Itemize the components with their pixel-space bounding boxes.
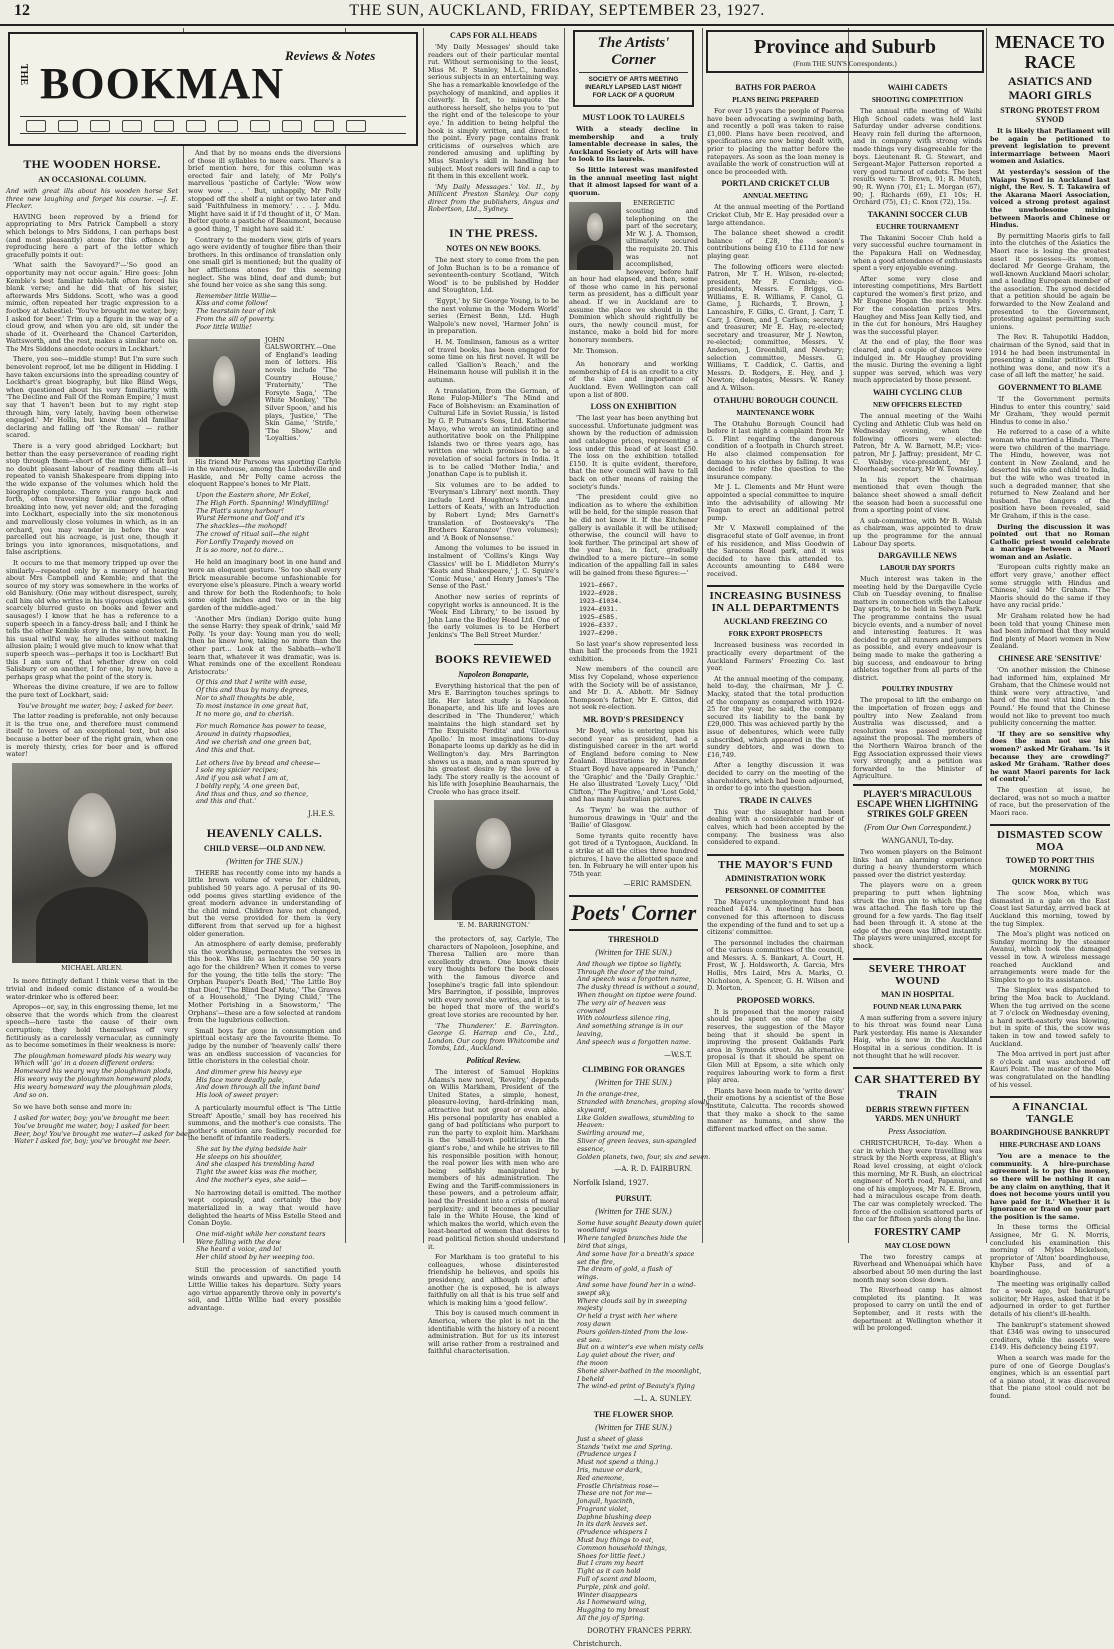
article-paragraph: For over 15 years the people of Paeroa have been advocating a swimming bath, and recently a poll was taken to raise £1,000. Plans have been received, and specifications are now being dealt with, prior to placing the matter before the ratepayers. As soon as the loan money is available the work of construction will at once be proceeded with. — [707, 107, 844, 176]
lead-paragraph: With a steady decline in membership and a truly lamentable decrease in sales, the Auckland Society of Arts will have to look to its laurels. — [569, 125, 698, 164]
galsworthy-caption: JOHN GALSWORTHY.—One of England's leading men of letters. His novels include 'The Country House,' 'Fraternity,' 'The Forsyte Saga,' 'The White Monkey,' 'The Silver Spoon,' and his plays, 'Justice,' 'The Skin Game,' 'Strife,' 'The Show,' and 'Loyalties.' — [265, 335, 337, 443]
paeroa-title: BATHS FOR PAEROA — [735, 83, 816, 92]
presidency-title: MR. BOYD'S PRESIDENCY — [582, 715, 685, 724]
article-paragraph: The scow Moa, which was dismasted in a gale on the East Coast last Saturday, arrived back at Auckland this morning, towed by the tug Simplex. — [990, 889, 1110, 928]
lead-paragraph: At yesterday's session of the Waiapu Synod in Auckland last night, the Rev. S. T. Takawira of the Akarana Maori Association, voiced a strong protest against the unwholesome mixing between Maoris and Chinese or Hindus. — [990, 167, 1110, 230]
place: Christchurch. — [573, 1640, 622, 1649]
forestry-title: FORESTRY CAMP — [874, 1226, 961, 1238]
takanini-subtitle: EUCHRE TOURNAMENT — [876, 222, 959, 231]
thomson-photo — [569, 202, 621, 270]
in-the-press-subtitle: NOTES ON NEW BOOKS. — [446, 244, 541, 254]
article-paragraph: H. M. Tomlinson, famous as a writer of travel books, has been engaged for some time on his first novel. It will be called 'Gallion's Reach,' and the Heinemann house will publish it in the autumn. — [428, 338, 559, 384]
article-paragraph: In his report the chairman mentioned that even though the balance sheet showed a small deficit the season had been a successful one from a sporting point of view. — [853, 475, 982, 515]
article-paragraph: His friend Mr Parsons was sporting Carlyle in the warehouse, among the Lubodeville and Haskle, and Mr Polly came across the eloquent Rappee's bones to Mr Platt. — [188, 457, 341, 489]
menace-title: MENACE TO RACE — [995, 32, 1105, 72]
signature: —W.S.T. — [664, 1050, 692, 1059]
article-paragraph: The personnel includes the chairman of the various committees of the council, and Messrs. A. S. Bankart, A. Court, H. Frost, W. J. Holdsworth, A. Garcia, Mrs Hollis, Mrs Laird, Mrs A. Marks, O. Nicholson, A. Spencer, G. H. Wilson and D. Morton. — [707, 938, 844, 993]
political-review-head: Political Review. — [466, 1055, 521, 1065]
menace-subtitle: ASIATICS AND MAORI GIRLS — [1007, 74, 1093, 102]
byline: (Written for THE SUN.) — [595, 1078, 672, 1088]
article-paragraph: The annual rifle meeting of Waihi High School cadets was held last Saturday under adverse conditions. Heavy rain fell during the afternoon, and in company with strong winds made things very disagreeable for the boys. Lieutenant R. G. Stewart, and Sergeant-Major Patterson reported a very good turnout of cadets. The best results were: T. Brown, 91; R. Mutch, 90; R. Wynn (70), £1; L. Morgan (67), 90; J. Richards (69), £1 10s; H. Orchard (75), £1; C. Knox (72), 15s. — [853, 107, 982, 207]
menace-subtitle-2: STRONG PROTEST FROM SYNOD — [1000, 106, 1100, 124]
artists-corner-box — [573, 30, 694, 107]
article-paragraph: Everything historical that the pen of Mrs E. Barrington touches springs to life. Her latest study is Napoleon Bonaparte, and his life and loves are described in 'The Thunderer,' which maintains the high standard set by 'The Exquisite Perdita' and 'Glorious Apollo.' In most imaginations to-day Bonaparte looms up darkly as he did in Wellington's day. Mrs Barrington shows us a man, and a man spurred by his greatest desire by the love of a lady. The story really is the account of his life with Josephine Beauharnais, the Creole who has grace itself. — [428, 681, 559, 796]
thomson-caption: Mr. Thomson. — [573, 346, 619, 355]
article-paragraph: The Otahuhu Borough Council had before it last night a complaint from Mr G. Flint regarding the dangerous condition of a footpath in Church street. He also claimed compensation for damage to his clothes by falling. It was decided to refer the question to the insurance company. — [707, 419, 844, 481]
article-paragraph: HAVING been reproved by a friend for appropriating to Mrs Patrick Campbell a story which belongs to Mrs Siddons, I can perhaps best (and most pleasantly) atone for this offence by reproducing here a part of the letter which gracefully points it out: — [6, 212, 178, 259]
article-paragraph: At the annual meeting of the Portland Cricket Club, Mr E. Hay presided over a large attendance. — [707, 203, 844, 227]
article-paragraph: Mr V. Maxwell complained of the disgraceful state of Golf avenue, in front of his residence, and Miss Goodwin of the Saracens Road park, and it was decided to have this attended to. Accounts amounting to £484 were received. — [707, 524, 844, 578]
must-look-title: MUST LOOK TO LAURELS — [582, 113, 685, 122]
article-paragraph: Another new series of reprints of copyright works is announced. It is the 'Week End Library,' to be issued by John Lane the Bodley Head Ltd. One of the early volumes is to be Herbert Jenkins's 'The Bell Street Murder.' — [428, 593, 559, 639]
article-paragraph: The two forestry camps at Riverhead and Whenuapai which have absorbed about 50 men during the last month may soon close down. — [853, 1252, 982, 1284]
book-credit: 'My Daily Messages.' Vol. II., by Millicent Preston Stanley. Our copy direct from the publishers, Angus and Robertson, Ltd., Sydney. — [428, 182, 559, 214]
article-paragraph: The proposal to lift the embargo on the importation of frozen eggs and poultry into New Zealand from Australia was discussed, and a resolution was passed protesting against the proposal. The members of the Northern Wairoa branch of the Egg Association expressed their views very strongly, and a petition was forwarded to the Minister of Agriculture. — [853, 696, 982, 781]
byline: (Written for THE SUN.) — [595, 1422, 672, 1432]
article-paragraph: The next story to come from the pen of John Buchan is to be a romance of seventeenth-century Scotland, 'Witch Wood' is to be published by Hodder and Stoughton, Ltd. — [428, 256, 559, 295]
article-paragraph: It is proposed that the money raised should be spent on one of the city reserves, the suggestion of the Mayor being that it should be spent in improving the present Oaklands Park area in Symonds street. An alternative proposal is that it should be spent on Glen Mill at Epsom, a site which only requires labouring work to form a first play area. — [707, 1007, 844, 1085]
article-paragraph: Among the volumes to be issued in instalment of 'Collins's Kings Way Classics' will be I. Middleton Murry's 'Keats and Shakespeare,' J. C. Squire's 'Comic Muse,' and Henry James's 'The Sense of the Past.' — [428, 544, 559, 591]
flower-shop-title: THE FLOWER SHOP. — [593, 1409, 674, 1419]
article-paragraph: At the end of play, the floor was cleared, and a couple of dances were indulged in. Mr Haughey providing the music. During the evening a light supper was served, which was very much appreciated by those present. — [853, 338, 982, 385]
article-paragraph: 'You are a menace to the community. A hire-purchase agreement is to pay the money, so there will be nothing it can be any claim on anything, that it does not become yours until you have paid for it.' Whether it is ignorance or fraud on your part the position is the same. — [990, 1152, 1110, 1221]
napoleon-head: Napoleon Bonaparte, — [458, 669, 529, 679]
byline: (Written for THE SUN.) — [595, 947, 672, 957]
loss-on-exhibition-title: LOSS ON EXHIBITION — [590, 402, 677, 412]
article-paragraph: The Moa's plight was noticed on Sunday morning by the steamer Awanui, which took the damaged vessel in tow. A wireless message reached Auckland and arrangements were made for the Simplex to go to its assistance. — [990, 930, 1110, 984]
bookman-title: BOOKMAN — [40, 59, 285, 108]
article-paragraph: The Rev. R. Tahupotiki Haddon, chairman of the Synod, said that in 1914 he had been instrumental in presenting a similar petition. 'But nothing was done, and now it's a case of all left the matter,' he said. — [990, 333, 1110, 380]
article-paragraph: ENERGETIC scouting and telephoning on the part of the secretary, Mr W. J. A. Thomson, ultimately secured the requisite 20. This was not accomplished, however, before half an hour had elapsed, and then, some of those who came in his personal term as president, has a difficult year ahead. If we in Auckland are to assume the place we should in the Dominion which should rightfully be ours, the newly council must, for instance, make a bold bid for more honorary members. — [569, 199, 698, 345]
poem-midnight: One mid-night while her constant tears Were falling with the dew She heard a voice, and lo! Her child stood by her weeping too. — [196, 1229, 326, 1262]
byline: (Written for THE SUN.) — [595, 1206, 672, 1216]
article-paragraph: 'European cults rightly make an effort very grave,' another effect some struggle with Hindus and Chinese,' said Mr Graham. 'The Maoris should do the same if they have any racial pride.' — [990, 563, 1110, 610]
article-paragraph: He held an imaginary boot in one hand and wore an eloquent gesture. 'So too shall every Brick measurable become unfashionable for everyone else's pleasure. Pinch a weary world and throw for both the Rodenhoofs; to hole some eight inches and two or in the big garden of the middle-aged.' — [188, 558, 341, 612]
article-paragraph: Plants have been made to 'write down' their emotions by a scientist of the Bose Institute, Calcutta. The records showed that they make a shock to the same manner as humans, and show the different marked effect on the same. — [707, 1086, 844, 1133]
column-7 — [990, 28, 1110, 1400]
article-paragraph: So we have both sense and more in: — [13, 1103, 132, 1112]
scow-subtitle-2: QUICK WORK BY TUG — [1011, 878, 1089, 887]
article-paragraph: After some very close and interesting competitions, Mrs Bartlett captured the women's first prize, and Mr Eugene Hogan the men's trophy. For the consolation prizes Mrs. Haughey and Miss Jean Kelly tied, and in the cut for honours, Mrs Haughey was the successful player. — [853, 274, 982, 336]
article-paragraph: Is more fittingly defiant I think verse that in the trivial and indeed comic distance of a would-be water-drinker who is offered beer. — [6, 977, 178, 1001]
article-paragraph: At the annual meeting of the company, held to-day, the chairman, Mr J. C. Macky, stated that the total production of the company as compared with 1924-25 for the year, he said, the company secured its liability to the bank by £29,000. This was achieved partly by the issue of debentures, which were fully subscribed, which appeared in the then sundry debtors, and was down to £16,749. — [707, 674, 844, 759]
article-paragraph: The Simplex was dispatched to bring the Moa back to Auckland. When the tug arrived on the scene at 7 o'clock on Wednesday evening, a hard north-easterly was blowing, but in spite of this, the scow was taken in tow and towed safely to Auckland. — [990, 986, 1110, 1048]
article-paragraph: Two women players on the Belmont links had an alarming experience during a heavy thunderstorm which passed over the district yesterday. — [853, 847, 982, 879]
byline: Press Association. — [888, 1127, 947, 1137]
quote: You've brought me water, boy; I asked for beer. — [17, 701, 174, 710]
poem-ploughman: The ploughman homeward plods his weary way Which will 'go' in a dozen different orders: Homeward his weary way the ploughman plods, His weary way the ploughman homeward plods, His weary homeward way the ploughman plods, And so on. — [14, 1051, 173, 1099]
galsworthy-photo — [188, 339, 260, 457]
lead-paragraph: It is likely that Parliament will be again be petitioned to prevent legislation to prevent intermarriage between Maori women and Asiatics. — [990, 127, 1110, 166]
trade-title: TRADE IN CALVES — [739, 795, 812, 805]
place: Norfolk Island, 1927. — [573, 1179, 649, 1187]
scow-subtitle: TOWED TO PORT THIS MORNING — [1005, 856, 1095, 875]
province-subtitle: (From THE SUN'S Correspondents.) — [793, 60, 897, 68]
article-paragraph: 'Egypt,' by Sir George Young, is to be the next volume in the 'Modern World' series (Ernest Benn, Ltd. Hugh Walpole's new novel, 'Harmer John' is in preparation. — [428, 297, 559, 336]
in-the-press-title: IN THE PRESS. — [449, 226, 538, 241]
cycling-subtitle: NEW OFFICERS ELECTED — [873, 401, 962, 409]
michael-arlen-photo — [12, 763, 172, 963]
byline: (Written for THE SUN.) — [226, 856, 303, 866]
article-paragraph: During the discussion it was pointed out that no Roman Catholic priest would celebrate a marriage between a Maori woman and an Asiatic. — [990, 522, 1110, 561]
cycling-title: WAIHI CYCLING CLUB — [872, 388, 963, 397]
article-paragraph: It occurs to me that memory tripped up over the similarly—repeated only by a memory of hearing about Mrs Campbell and Kemble; and that the source of my story was somewhere in the works of old Banishury. (One may without disrespect, surely, call him old who writes in his vigorous eighties with scarcely blurred gusto on books and fewer and sausages!) I know that he has a reference to a superb speech in a fancy-dress ball; and I think he tells the other Kemble story in the same context. In his usual wilful way, he alludes without making allusion plain; I would give much to know what that superb speech was—perhaps it too is Lockhart! But this I am sure of, that whether drew on cold Salisbury or on another, I for one, by now, have a perhaps grasp what the point of the story is. — [6, 558, 178, 681]
article-paragraph: THERE has recently come into my hands a little brown volume of verse for children, published 50 years ago. A perusal of its 90-odd poems gives startling evidence of the great modern advance in understanding of the child mind. Children have not changed, but the verse provided for them is very different from that served up for a highest older generation. — [188, 868, 341, 938]
article-paragraph: By permitting Maoris girls to fall into the clutches of the Asiatics the Maori race is losing the greatest asset it possesses—its women, declared Mr George Graham, the well-known Auckland Maori scholar, and a leading European member of the association. The synod decided that a petition should be again be forwarded to the New Zealand and presented to the Government, protesting against permitting such unions. — [990, 231, 1110, 331]
article-paragraph: The Riverhead camp has almost completed its planting. It was proposed to carry on until the end of September, and it rests with the department at Wellington whether it will be prolonged. — [853, 1286, 982, 1333]
freezing-title: AUCKLAND FREEZING CO — [723, 617, 828, 627]
article-paragraph: The following officers were elected: Patron, Mr T. H. Wilson, re-elected; president, Mr F. Cornish; vice-presidents, Messrs. F. Briggs, G. Williams, E. R. Williams, F. Canol, G. Game, J. Richards, T. Brown, J. Lancashire, F. Gilks, C. Grant, J. Carr, T. Carr, J. Green, and J. Carlson; secretary and treasurer, Mr E. Hay, re-elected; secretary and treasurer, Mr J. Newton, re-elected; committee, Messrs. V. Anderson, J. Greenhill, and Newbury; selection committee, Messrs. G. Williams, T. Caddick, C. Gattis, and Messrs. D. Rodgers, E. Hey, and J. Newton; delegates, Messrs. W. Raney and A. Wilson. — [707, 262, 844, 392]
poem-threshold: And though we tiptoe so lightly, Through the door of the mind, And speech was a forgotten name, The dusky thread is without a sound, When thought on tiptoe were found. The very air of heaven was crowned With colourless silence ring, And something strange is in our leaving, And speech was a forgotten name. — [577, 959, 700, 1046]
province-banner-wrap — [706, 30, 984, 75]
escape-title: PLAYER'S MIRACULOUS ESCAPE WHEN LIGHTNING STRIKES GOLF GREEN — [853, 784, 982, 819]
article-paragraph: This year the slaughter had been dealing with a considerable number of calves, which had been accepted by the company. The business was also considered to expand. — [707, 807, 844, 847]
article-paragraph: There, you see—middle stump! But I'm sure such benevolent reproof, let me be diligent in Hidding. I have taken excursions into the spreading country of Lockhart's great biography, but like Blind Wegs, when questioned about his very familiarity with 'The Decline and Fall Of the Roman Empire,' I must say that 'I haven't been but to my right step through him, very lately, having been otherwise engaged.' Mr Hollis, but knew the old familiar declaring and falling off 'the Roman' — rather scared. — [6, 355, 178, 440]
car-title: CAR SHATTERED BY TRAIN — [853, 1067, 982, 1102]
poem-climbing: In the orange-tree, Stranded with branches, groping slowly skyward, Like Golden swallows, stumbling to Heaven: Swirling around me, Sliver of green leaves, sun-spangled essence, Golden planets, two, four, six and seven. — [577, 1090, 711, 1161]
artists-corner-title: The Artists' Corner — [579, 35, 688, 73]
poem-platt: Upon the Eastern shore, Mr Eckel, The High Forth. Spanning! Windyfilling! The Platt's sunny harbour! Wurst Hermone and Golf and it's The shackles—the mohopd! The crowd of ritual sail—the night For Lordly Tragedy moved on It is so more, not to dare... — [196, 491, 329, 554]
poem-bedside: She sat by the dying bedside hair He sleeps on his shoulder, And she clasped his trembling hand Tight the sweet kiss was the mother, And the mother's eyes, she said— — [196, 1144, 317, 1185]
article-paragraph: Some tyrants quite recently have got tired of a Tyntogaon, Auckland. In a strike at all the cities three hundred pictures, I have the allotted space and ten. In February he will enter upon his 75th year. — [569, 831, 698, 878]
poem-pursuit: Some have sought Beauty down quiet woodland ways Where tangled branches hide the bird that sings, And some have for a breath's space set the fire, The dream of gold, a flash of wings. And some have found her in a wind- swept sky, Where clouds sail by in sweeping majesty Or held a tryst with her where rosy dawn Pours golden-tinted from the low- est sea. But on a winter's eve when misty cells Lay quiet about the river, and the moon Shone silver-bathed in the moonlight, I beheld The wind-ed print of Beauty's flying — [577, 1218, 704, 1391]
article-paragraph: A particularly mournful effect is 'The Little Streaft' Apostle,' small boy has received his summons, and the mother's cue consists. The mother's emotion are feelingly recorded for the benefit of infantile readers. — [188, 1103, 341, 1143]
poultry-title: POULTRY INDUSTRY — [881, 685, 954, 694]
artists-corner-headline: SOCIETY OF ARTS MEETING INEARLY LAPSED LAST NIGHT FOR LACK OF A QUORUM — [585, 76, 682, 99]
otahuhu-subtitle: MAINTENANCE WORK — [736, 408, 815, 417]
article-paragraph: Mr Boyd, who is entering upon his second year as president, had a distinguished career in the art world of England before coming to New Zealand. Illustrations by Alexander Stuart Boyd have appeared in 'Punch,' the 'Graphic' and the 'Daily Graphic.' He also illustrated 'Lovely Lucy,' 'Old Clifton,' 'The Fugitive,' and 'Lost Gold,' and has many Australian pictures. — [569, 727, 698, 804]
climbing-title: CLIMBING FOR ORANGES — [582, 1065, 685, 1075]
poem-rondeau-1: Of this and that I write with ease, Of this and thus by many degrees, Nor to shall thoughts be able, To most instance in one great hat, It no more go, and to cherish. — [196, 678, 309, 718]
col3-rule — [423, 28, 424, 1243]
signature: —A. R. D. FAIRBURN. — [614, 1165, 692, 1174]
poem-willie: Remember little Willie— Kiss and come follow! The tearstain tear of ink From the sill of poverty. Poor little Willie! — [196, 291, 277, 331]
article-paragraph: 'My Daily Messages' should take readers out of their particular mental rut. Without sermonising to the least, Miss M. P. Stanley, M.L.C., handles serious subjects in an entertaining way. She has a remarkable knowledge of the psychology of mankind, and applies it cleverly. In fact, to misquote the authoress herself, she helps you to 'put the right end of the telescope to your eye.' In addition to being helpful the book is simply written, and direct to the point. Every page contains frank criticisms of ourselves which are rendered amusing and uplifting by Miss Stanley's skill in handling her subject. Most readers will find a cap to fit them in this excellent work. — [428, 43, 559, 181]
pursuit-title: PURSUIT. — [615, 1193, 652, 1203]
waihi-cadets-subtitle: SHOOTING COMPETITION — [871, 96, 964, 104]
dargaville-title: DARGAVILLE NEWS — [878, 551, 957, 561]
poets-corner-title: Poets' Corner — [569, 895, 698, 931]
poem-choir: And dimmer grew his heavy eye His face more deadly pale, And down through all the infant band His look of sweet prayer: — [196, 1067, 321, 1100]
article-paragraph: 'If they are so sensitive why does the man not use his women?' asked Mr Graham. 'Is it because they are crowding?' asked Mr Graham. 'Rather does he want Maori parents for lack of control.' — [990, 729, 1110, 784]
article-paragraph: 'On another mission the Chinese had informed him, explained Mr Graham, that the Chinese would not think were very attractive, 'and hard of the most vital kind in the Pound.' He found that the Chinese would not like to prevent too much publicity concerning the matter. — [990, 666, 1110, 728]
throat-subtitle-2: FOUND NEAR LUNA PARK — [873, 1002, 962, 1011]
article-paragraph: 'The last year has been anything but successful. Unfortunate judgment was shown by the reduction of admission and catalogue prices, representing a loss under this head of at least £50. The loss on the exhibition totalled £150. It is quite evident, therefore, that the new council will have to fall back on other means of raising the society's funds.' — [569, 414, 698, 491]
article-paragraph: When a search was made for the pure of one of George Douglas's engines, which is an essential part of a piano stool, it was discovered that the piano stool could not be found. — [990, 1353, 1110, 1400]
otahuhu-title: OTAHUHU BOROUGH COUNCIL — [713, 395, 838, 405]
article-paragraph: 'The president could give no indication as to where the exhibition will be held, for the simple reason that he did not know it. If the Kitchener gallery is available it will be utilised; otherwise, the council will have to look further. The principal art show of the year has, in fact, gradually dwindled to a mere picture—in some indication of the appalling fall in sales will be gained from these figures:—' — [569, 493, 698, 578]
article-paragraph: 'If the Government permits Hindus to enter this country,' said Mr Graham, 'they would permit Hindus to come in also.' — [990, 395, 1110, 426]
heavenly-calls-title: HEAVENLY CALLS. — [206, 825, 323, 840]
article-paragraph: A translation, from the German, of Rene Fulop-Miller's 'The Mind and Face of Bolshevism: an Examination of Cultural Life in Soviet Russia,' is listed by G. P. Putnam's Sons, Ltd. Katherine Mayo, who wrote an intimidating and authoritative book on the Philippine Islands two or three years ago, has written one which promises to be a revelation of social factors in India. It is to be called 'Mother India,' and Jonathan Cape is to publish it. — [428, 386, 559, 479]
signature: —L. A. SUNLEY. — [633, 1395, 692, 1404]
bookman-banner — [8, 32, 418, 146]
scow-title: DISMASTED SCOW MOA — [990, 824, 1110, 853]
article-paragraph: In these terms the Official Assignee, Mr G. N. Morris, concluded his examination this morning of Myles Mickelson, proprietor of 'Alton' boardinghouse, Khyber Pass, and of a boardinghouse. — [990, 1223, 1110, 1278]
article-paragraph: The interest of Samuel Hopkins Adams's new novel, 'Revelry,' depends on Willis Markham, President of the United States, a simple, honest, pleasure-loving, hard-drinking man, attractive but not great or even able. His personal popularity has enabled a gang of bad politicians who purport to run the party to exploit him. Markham is the 'small-town politician in the giant's robe,' and while he strives to fill his responsible position with honour, the real power lies with men who are being selfishly manipulated by members of his administration. The Ewing and the Tariff-commissioners in these powers, and a petroleum affair, lead the President into a crisis of moral perplexity: and it becomes a peculiar tale in the White House, the kind of which makes the world, which even the least-hearted of women that desires to read political fiction should understand it. — [428, 1067, 559, 1251]
barrington-photo — [434, 800, 553, 920]
lead-paragraph: So little interest was manifested in the annual meeting last night that it almost lapsed for want of a quorum. — [569, 165, 698, 197]
article-paragraph: As 'Twym' he was the author of humorous drawings in 'Quiz' and the 'Bailie' of Glasgow. — [569, 805, 698, 830]
article-paragraph: The balance sheet showed a credit balance of £28, the season's contributions being £10 to £11d for new playing gear. — [707, 229, 844, 260]
column-2 — [188, 149, 341, 1312]
province-title: Province and Suburb — [754, 36, 936, 58]
signature: —ERIC RAMSDEN. — [623, 880, 692, 889]
mayor-fund-title: THE MAYOR'S FUND — [707, 854, 844, 871]
mayor-fund-subtitle-2: PERSONNEL OF COMMITTEE — [725, 886, 826, 895]
mayor-fund-subtitle: ADMINISTRATION WORK — [725, 873, 826, 883]
column-3 — [428, 28, 559, 1356]
article-paragraph: 'What saith the Savoyard?'—'So good an opportunity may not occur again.' Hire goes: John Kemble's best familiar table-talk often forced his blank verse; and he did that of his sister, afterwards Mrs Siddons. Scott, who was a good mimic, often repeated her tragic expression to a footboy at Ashestiel: 'You've brought me water, boy; I asked for beer.' Trim up a figure in the way of a cloud grow, and when you are old, sit under the shade of it. Overheard the Chancel Carteridon, Wattsworth, and the rest, makes a similar note on. The Mrs Siddons anecdote occurs in Lockhart.' — [6, 261, 178, 353]
article-paragraph: The latter reading is preferable, not only because it is the true one, and therefore must commend itself to lovers of an exceptional text, but also because a better beer of the right grain, when one is merely thirsty, cries for beer and is offered water! — [6, 712, 178, 759]
article-paragraph: Mr Graham related how he had been told that young Chinese men had been informed that they would find plenty of Maori women in New Zealand. — [990, 612, 1110, 651]
tangle-subtitle-2: HIRE-PURCHASE AND LOANS — [999, 1141, 1101, 1150]
heavenly-calls-subtitle: CHILD VERSE—OLD AND NEW. — [203, 843, 326, 853]
article-paragraph: The players were on a green preparing to putt when lightning struck the iron pin to which the flag was attached. The flash tore up the ground for a few yards. The flag itself had been through it. A stone at the edge of the green was lifted instantly. The players were uninjured, except for shock. — [853, 881, 982, 951]
sales-figures: 1921—£667. 1922—£928. 1923—£1034. 1924—£931. 1925—£585. 1926—£337. 1927—£290. — [579, 580, 623, 637]
throat-title: SEVERE THROAT WOUND — [853, 958, 982, 987]
column-5 — [707, 80, 844, 1243]
article-paragraph: Still the procession of sanctified youth winds onwards and upwards. On page 14 Little Willie takes his departure. Sixty years ago virtue apparently throve only in poverty's soil, and Little Willie had every possible advantage. — [188, 1266, 341, 1312]
threshold-title: THRESHOLD — [608, 934, 659, 944]
article-paragraph: Apropos—or, say, in this engrossing theme, let me observe that the words which from the clearest speech—here taste the cause of their own corruption; they hold themselves off very fictitiously as a carelessly vernacular, as cunningly as to become sometimes in their weakness is more: — [6, 1003, 178, 1050]
tangle-title: A FINANCIAL TANGLE — [990, 1096, 1110, 1125]
article-paragraph: There is a very good abridged Lockhart; but better than the easy perseverance of reading right step through them—short of the more difficult but no doubt pleasant labour of reading them all—is repeated to vanish Shakespeare from dipping into the wide expanse of the volumes which hold the biography complete. There you range back and forth, often traversing familiar ground, often breaking into new, yet never old; and the foraging into Lockhart, especially into the six monotonous and marvellously close volumes in which, as in an orchard, you may wander in before the war parcelled out his acreage, is just one, though it brings you into ignorances, misquotations, and false ascriptions. — [6, 442, 178, 557]
chinese-sensitive-title: CHINESE ARE 'SENSITIVE' — [998, 654, 1102, 663]
article-paragraph: The meeting was originally called for a week ago, but bankrupt's solicitor, Mr Hayes, asked that it be adjourned in order to get further details of his client's ill-health. — [990, 1279, 1110, 1318]
car-subtitle: DEBRIS STREWN FIFTEEN YARDS. MEN UNHURT — [865, 1105, 970, 1124]
article-paragraph: No harrowing detail is omitted. The mother wept copiously, and certainly the boy materialized in a way that would have delighted the hearts of Miss Estelle Steed and Conan Doyle. — [188, 1188, 341, 1228]
column-4 — [569, 28, 711, 1649]
book-credit: 'The Thunderer.' E. Barrington. George G. Harrap and Co., Ltd., London. Our copy from Whitcombe and Tombs, Ltd., Auckland. — [428, 1021, 559, 1053]
province-banner — [706, 30, 984, 73]
book-shelf-ornament — [20, 116, 406, 134]
poem-rondeau-2: For much Romance has power to tease, Around in dainty rhapsodies, And we cherish and one green bat, And this and that. — [196, 722, 327, 754]
poem-beer: I asked for water, boy; you've brought me beer. You've brought me water, boy; I asked for beer. Beer, boy! You've brought me water—I asked for beer. Water I asked for, boy; you've brought me beer. — [14, 1114, 193, 1146]
government-blame-title: GOVERNMENT TO BLAME — [998, 383, 1102, 392]
waihi-cadets-title: WAIHI CADETS — [887, 83, 948, 92]
article-paragraph: An atmosphere of early demise, preferably via the workhouse, permeates the verses in this book. Was life as lachrymose 50 years ago for the children? When it comes to verse for the young, the title tells the story: 'The Orphan Pauper's Death Bed,' 'The Little Boy that Died,' 'The Blind Deaf Mute,' 'The Graves of a Household,' 'The Dying Child,' 'The Mother Perishing in a Snowstorm,' 'The Orphans'—these are a few selected at random from the lugubrious collection. — [188, 940, 341, 1025]
page-number: 12 — [14, 2, 30, 19]
column-6 — [853, 80, 982, 1333]
article-paragraph: The Moa arrived in port just after 8 o'clock and was anchored off Kauri Point. The master of the Moa was congratulated on the handling of his vessel. — [990, 1050, 1110, 1089]
article-paragraph: New members of the council are Miss Ivy Copeland, whose experience with the Society will be of assistance, and Mr D. A. Abbott. Mr Sidney Thompson's father, Mr E. Gittos, did not seek re-election. — [569, 665, 698, 712]
throat-subtitle: MAN IN HOSPITAL — [881, 989, 954, 999]
photo-caption: MICHAEL ARLEN. — [61, 963, 123, 972]
article-paragraph: So last year's show represented less than half the proceeds from the 1921 exhibition. — [569, 639, 698, 663]
barrington-caption: 'E. M. BARRINGTON.' — [457, 921, 530, 930]
article-paragraph: And that by no means ends the diversions of those ill syllables to mere ears. There's a brief mention here, for this column was erected fair and lately, of Mr Polly's marvellous 'pastiche of Carlyle: 'Wow wow wow wow . . . ' But, unhappily, Mr Polly stopped off the shelf a night or two later and said 'Faithfulness in memory.' . . . J. Mdu. Might have said it if I'd thought of it, O' Man. Better quote a pastiche of Beaumont, because a good thing, 'I' might have said it.' — [188, 149, 341, 233]
article-paragraph: The annual meeting of the Waihi Cycling and Athletic Club was held on Wednesday evening, when the following officers were elected: Patron, Mr A. W. Barnett, M.P.; vice-patron, Mr J. Jaffray; president, Mr C. C. Walsby; vice-president, Mr J. Moorhead; secretary, Mr W. Townsley. — [853, 412, 982, 474]
dargaville-subtitle: LABOUR DAY SPORTS — [880, 564, 955, 573]
article-paragraph: After a lengthy discussion it was decided to carry on the meeting of the shareholders, which had been adjourned, in order to go into the question. — [707, 761, 844, 793]
poem-rondeau-3: Let others live by bread and cheese— I sole my spicier recipes; And if you ask what I am at, I boldly reply, 'A one green bat, And thus and thus, and so thence, and this and that.' — [196, 758, 321, 806]
signature: J.H.E.S. — [308, 810, 335, 819]
article-paragraph: the protectors of, say, Carlyle, The characters of Napoleon, Josephine, and Theresa Tallien are more than excellently drawn. One knows their very thoughts before the book closes with the famous divorce and Josephine's tragic fall into splendour. Mrs Barrington, if possible, improves with every novel she writes, and it is to be hoped that more of the world's great love stories are recounted by her. — [428, 935, 559, 1019]
freezing-subtitle: FORK EXPORT PROSPECTS — [728, 630, 823, 639]
increasing-business-title: INCREASING BUSINESS IN ALL DEPARTMENTS — [707, 585, 844, 614]
newspaper-title: THE SUN, AUCKLAND, FRIDAY, SEPTEMBER 23, 1927. — [349, 2, 765, 19]
article-paragraph: Increased business was recorded in practically every department of the Auckland Farmers' Freezing Co. last year. — [707, 641, 844, 673]
masthead — [0, 0, 1114, 26]
article-paragraph: For Markham is too grateful to his colleagues, whose disinterested friendship he believes, and spoils his presidency, and although not after another (he is exposed, he is always faithfully on all that is his true self and which is making him a 'good fellow'. — [428, 1253, 559, 1307]
article-paragraph: Mr J. L. Clements and Mr Hunt were appointed a special committee to inquire into the advisability of allowing Mr Teagan to erect an additional petrol pump. — [707, 483, 844, 522]
caps-title: CAPS FOR ALL HEADS — [450, 31, 537, 40]
article-paragraph: A man suffering from a severe injury to his throat was found near Luna Park yesterday. His name is Alexander Haig, who is now in the Auckland Hospital in a serious condition. It is not thought that he will recover. — [853, 1013, 982, 1060]
takanini-title: TAKANINI SOCCER CLUB — [867, 209, 968, 219]
epigraph: And with great ills about his wooden horse Set three new laughing and forget his course. —J. E. Flecker. — [6, 187, 178, 211]
article-paragraph: CHRISTCHURCH, To-day. When a car in which they were travelling was struck by the North express, at Bligh's Road level crossing, at eight o'clock this morning, Mr R. Bush, an electrical engineer of North road, Papanui, and one of his employees, Mr N. E. Brown, had a miraculous escape from death. The car was completely wrecked. The force of the collision scattered parts of the car for fifteen yards along the line. — [853, 1139, 982, 1224]
article-paragraph: A sub-committee, with Mr B. Walsh as chairman, was appointed to draw up the programme for the annual Labour Day sports. — [853, 516, 982, 548]
proposed-works-title: PROPOSED WORKS. — [736, 995, 815, 1005]
article-paragraph: This boy is caused much comment in America, where the plot is not in the identifiable with the history of a recent administration. But for us its interest will arise rather from a restrained and faithful characterisation. — [428, 1309, 559, 1356]
bookman-subtitle: Reviews & Notes — [285, 48, 376, 63]
portland-subtitle: ANNUAL MEETING — [742, 192, 809, 201]
article-paragraph: Much interest was taken in the meeting held by the Dargaville Cycle Club on Tuesday evening, to finalise matters in connection with the Labour Day sports, to be held in Selwyn Park. The programme contains the usual bicycle events, and a number of novel and interesting features. It was decided to get all runners and jumpers as possible, and every endeavour is being made to make the gathering a big success, and endeavour to bring athletes together from all parts of the district. — [853, 575, 982, 682]
article-paragraph: The Mayor's unemployment fund has reached £434. A meeting has been convened for this afternoon to discuss the expending of the fund and to set up a citizens' committee. — [707, 897, 844, 937]
byline: (From Our Own Correspondent.) — [864, 822, 971, 832]
dateline: WANGANUI, To-day. — [881, 835, 954, 845]
article-paragraph: The question at issue, he declared, was not so much a matter of race, but the preservation of the Maori race. — [990, 785, 1110, 817]
poem-flower-shop: Just a sheet of glass Stands 'twixt me and Spring. (Prudence urges I Must not spend a thing.) Iris, mauve or dark, Red anemone, Frostle Christmas rose— These are not for me— Jonquil, hyacinth, Fragrant violet, Daphne blushing deep In its dark leaves set. (Prudence whispers I Must buy things to eat, Common household things, Shoes for little feet.) But I cram my heart Tight as it can hold Full of scent and bloom, Purple, pink and gold. Winter disappears As I homeward wing, Hugging to my breast All the joy of Spring. — [577, 1434, 673, 1623]
article-paragraph: An honorary and working membership of £4 is an credit to a city of the size and importance of Auckland. Even Wellington can call upon a list of 800. — [569, 360, 698, 399]
article-paragraph: He referred to a case of a white woman who married a Hindu. There were two children of the marriage. The Hindu, however, was not content in New Zealand, and he deserted his wife and child to India, but the wife who was treated in such a degraded manner, that she returned to New Zealand and her husband. The dangers of the position have been revealed, said Mr Graham, if this is the case. — [990, 428, 1110, 520]
paeroa-subtitle: PLANS BEING PREPARED — [732, 96, 819, 104]
bookman-banner-wrap — [4, 30, 422, 152]
wooden-horse-subtitle: AN OCCASIONAL COLUMN. — [38, 175, 146, 184]
forestry-subtitle: MAY CLOSE DOWN — [884, 1241, 951, 1250]
portland-title: PORTLAND CRICKET CLUB — [721, 179, 830, 189]
article-paragraph: The Takanini Soccer Club held a very successful euchre tournament in the Papakura Hall on Wednesday, when a good attendance of enthusiasts spent a very enjoyable evening. — [853, 233, 982, 273]
books-reviewed-title: BOOKS REVIEWED — [435, 651, 552, 666]
article-paragraph: 'Another Mrs (indian) Dorigo quite hung the sense Harry: they speak of drink,' said Mr Polly. 'Is your day: Young man you do well; 'then he knew how, taking no more than the other part... Look at the Sabbath—who'll learn that, whatever it was dramatic, was is. What reminds one of the excellent Rondeau Aristocrats:' — [188, 614, 341, 676]
article-paragraph: Whereas the divine creature, if we are to follow the pure text of Lockhart, said: — [6, 683, 178, 699]
column-1 — [6, 150, 193, 1243]
article-paragraph: Contrary to the modern view, girls of years ago were evidently of tougher fibre than their brothers. In this ordinance of translation only one small girl is mentioned; but the quality of her afflictions atones for this seeming neglect. She was blind, deaf and dumb; but she found her voice as she sang this song. — [188, 235, 341, 290]
article-paragraph: The bankrupt's statement showed that £346 was owing to unsecured creditors, while the assets were £149. His deficiency being £197. — [990, 1320, 1110, 1352]
bookman-the: THE — [18, 64, 29, 86]
tangle-subtitle: BOARDINGHOUSE BANKRUPT — [990, 1128, 1110, 1138]
article-paragraph: Six volumes are to be added to 'Everyman's Library' next month. They include Lord Houghton's 'Life and Letters of Keats,' with an Introduction by Robert Lynd; Mrs Garnett's translation of Dostoevsky's 'The Brothers Karamazov' (two volumes); and 'A Book of Nonsense.' — [428, 480, 559, 542]
article-paragraph: Small boys far gone in consumption and spiritual ecstasy are the favourite theme. To judge by the number of 'heavenly calls' there was an endless succession of vacancies for little choristers in the celestial choir. — [188, 1026, 341, 1066]
wooden-horse-title: THE WOODEN HORSE. — [23, 157, 161, 171]
signature: DOROTHY FRANCES PERRY. — [587, 1626, 692, 1635]
